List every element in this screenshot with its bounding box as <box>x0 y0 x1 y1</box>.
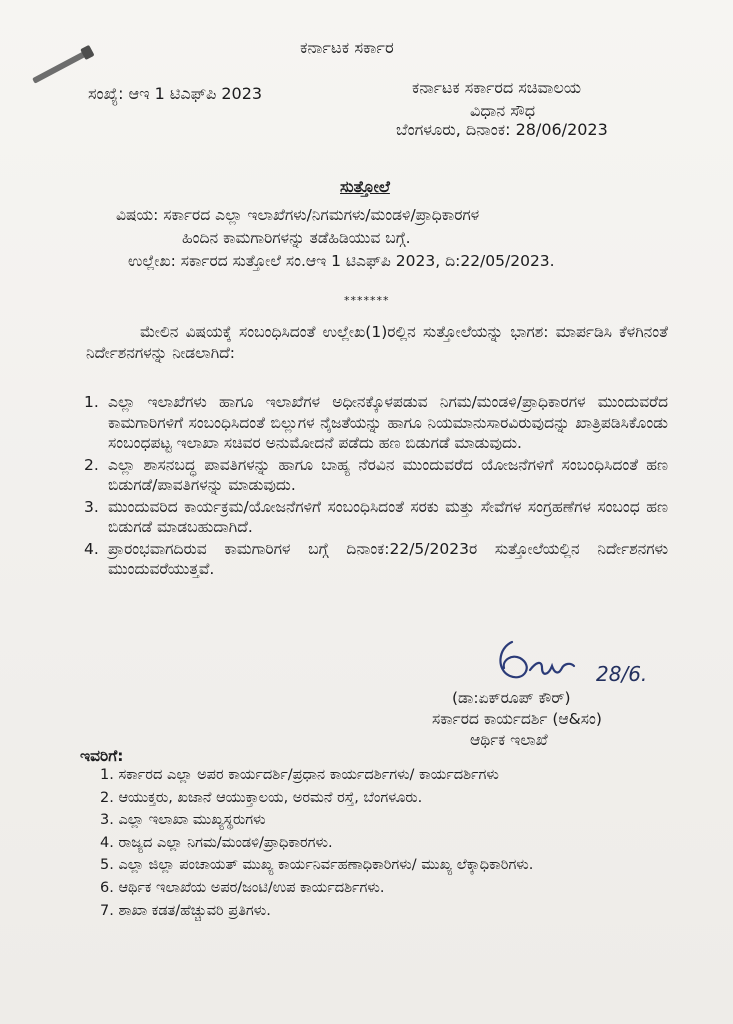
recipient-item: 7. ಶಾಖಾ ಕಡತ/ಹೆಚ್ಚುವರಿ ಪ್ರತಿಗಳು. <box>100 902 271 919</box>
government-heading: ಕರ್ನಾಟಕ ಸರ್ಕಾರ <box>300 38 394 57</box>
direction-item: 2. ಎಲ್ಲಾ ಶಾಸನಬದ್ಧ ಪಾವತಿಗಳನ್ನು ಹಾಗೂ ಬಾಹ್ಯ ನೆರವಿನ ಮುಂದುವರೆದ ಯೋಜನೆಗಳಿಗೆ ಸಂಬಂಧಿಸಿದಂತೆ ಹಣ ಬಿಡುಗಡೆ/ಪಾವತಿಗಳನ್ನು ಮಾಡುವುದು. <box>84 455 668 494</box>
signature-date: 28/6. <box>596 662 648 686</box>
recipient-item: 6. ಆರ್ಥಿಕ ಇಲಾಖೆಯ ಅಪರ/ಜಂಟಿ/ಉಪ ಕಾರ್ಯದರ್ಶಿಗಳು. <box>100 879 385 896</box>
recipients-heading: ಇವರಿಗೆ: <box>80 747 124 765</box>
place-date: ಬೆಂಗಳೂರು, ದಿನಾಂಕ: 28/06/2023 <box>396 120 608 139</box>
subject-line-2: ಹಿಂದಿನ ಕಾಮಗಾರಿಗಳನ್ನು ತಡೆಹಿಡಿಯುವ ಬಗ್ಗೆ. <box>182 229 411 247</box>
reference-line: ಉಲ್ಲೇಖ: ಸರ್ಕಾರದ ಸುತ್ತೋಲೆ ಸಂ.ಆಇ 1 ಟಿಎಫ್‌ಪಿ 2023, ದಿ:22/05/2023. <box>128 252 555 270</box>
signatory-name: (ಡಾ:ಏಕ್‌ರೂಪ್ ಕೌರ್) <box>452 689 571 707</box>
signatory-designation: ಸರ್ಕಾರದ ಕಾರ್ಯದರ್ಶಿ (ಆ&ಸಂ) <box>432 710 602 728</box>
directions-list <box>84 392 668 581</box>
order-number: ಸಂಖ್ಯೆ: ಆಇ 1 ಟಿಎಫ್‌ಪಿ 2023 <box>88 84 263 103</box>
signature-mark <box>490 636 610 696</box>
office-name: ಕರ್ನಾಟಕ ಸರ್ಕಾರದ ಸಚಿವಾಲಯ <box>412 78 581 97</box>
office-building: ವಿಧಾನ ಸೌಧ <box>470 101 536 120</box>
recipient-item: 1. ಸರ್ಕಾರದ ಎಲ್ಲಾ ಅಪರ ಕಾರ್ಯದರ್ಶಿ/ಪ್ರಧಾನ ಕಾರ್ಯದರ್ಶಿಗಳು/ ಕಾರ್ಯದರ್ಶಿಗಳು <box>100 767 499 783</box>
subject-line-1: ವಿಷಯ: ಸರ್ಕಾರದ ಎಲ್ಲಾ ಇಲಾಖೆಗಳು/ನಿಗಮಗಳು/ಮಂಡಳಿ/ಪ್ರಾಧಿಕಾರಗಳ <box>116 206 480 224</box>
recipient-item: 3. ಎಲ್ಲಾ ಇಲಾಖಾ ಮುಖ್ಯಸ್ಥರುಗಳು <box>100 812 266 829</box>
staple-pin-icon <box>32 50 88 83</box>
direction-item: 3. ಮುಂದುವರಿದ ಕಾರ್ಯಕ್ರಮ/ಯೋಜನೆಗಳಿಗೆ ಸಂಬಂಧಿಸಿದಂತೆ ಸರಕು ಮತ್ತು ಸೇವೆಗಳ ಸಂಗ್ರಹಣೆಗಳ ಸಂಬಂಧ ಹಣ ಬಿಡುಗಡೆ ಮಾಡಬಹುದಾಗಿದೆ. <box>84 497 668 536</box>
direction-item: 4. ಪ್ರಾರಂಭವಾಗದಿರುವ ಕಾಮಗಾರಿಗಳ ಬಗ್ಗೆ ದಿನಾಂಕ:22/5/2023ರ ಸುತ್ತೋಲೆಯಲ್ಲಿನ ನಿರ್ದೇಶನಗಳು ಮುಂದುವರೆಯುತ್ತವೆ. <box>84 539 668 578</box>
separator-stars: ******* <box>344 294 390 307</box>
recipients-list <box>100 764 720 922</box>
recipient-item: 5. ಎಲ್ಲಾ ಜಿಲ್ಲಾ ಪಂಚಾಯತ್ ಮುಖ್ಯ ಕಾರ್ಯನಿರ್ವಹಣಾಧಿಕಾರಿಗಳು/ ಮುಖ್ಯ ಲೆಕ್ಕಾಧಿಕಾರಿಗಳು. <box>100 857 534 874</box>
intro-paragraph: ಮೇಲಿನ ವಿಷಯಕ್ಕೆ ಸಂಬಂಧಿಸಿದಂತೆ ಉಲ್ಲೇಖ(1)ರಲ್ಲಿನ ಸುತ್ತೋಲೆಯನ್ನು ಭಾಗಶ: ಮಾರ್ಪಡಿಸಿ ಕೆಳಗಿನಂತೆ ನಿರ್ದೇಶನಗಳನ್ನು ನೀಡಲಾಗಿದೆ: <box>86 323 668 362</box>
recipient-item: 4. ರಾಜ್ಯದ ಎಲ್ಲಾ ನಿಗಮ/ಮಂಡಳಿ/ಪ್ರಾಧಿಕಾರಗಳು. <box>100 834 333 851</box>
direction-item: 1. ಎಲ್ಲಾ ಇಲಾಖೆಗಳು ಹಾಗೂ ಇಲಾಖೆಗಳ ಅಧೀನಕ್ಕೊಳಪಡುವ ನಿಗಮ/ಮಂಡಳಿ/ಪ್ರಾಧಿಕಾರಗಳ ಮುಂದುವರೆದ ಕಾಮಗಾರಿಗಳಿಗೆ ಸಂಬಂಧಿಸಿದಂತೆ ಬಿಲ್ಲುಗಳ ನೈಜತೆಯನ್ನು ಹಾಗೂ ನಿಯಮಾನುಸಾರವಿರುವುದನ್ನು ಖಾತ್ರಿಪಡಿಸಿಕೊಂಡು ಸಂಬಂಧಪಟ್ಟ ಇಲಾಖಾ ಸಚಿವರ ಅನುಮೋದನೆ ಪಡೆದು ಹಣ ಬಿಡುಗಡೆ ಮಾಡುವುದು. <box>84 393 668 452</box>
recipient-item: 2. ಆಯುಕ್ತರು, ಖಜಾನೆ ಆಯುಕ್ತಾಲಯ, ಅರಮನೆ ರಸ್ತೆ, ಬೆಂಗಳೂರು. <box>100 789 423 806</box>
signatory-department: ಆರ್ಥಿಕ ಇಲಾಖೆ <box>470 731 548 749</box>
circular-title: ಸುತ್ತೋಲೆ <box>340 177 390 196</box>
